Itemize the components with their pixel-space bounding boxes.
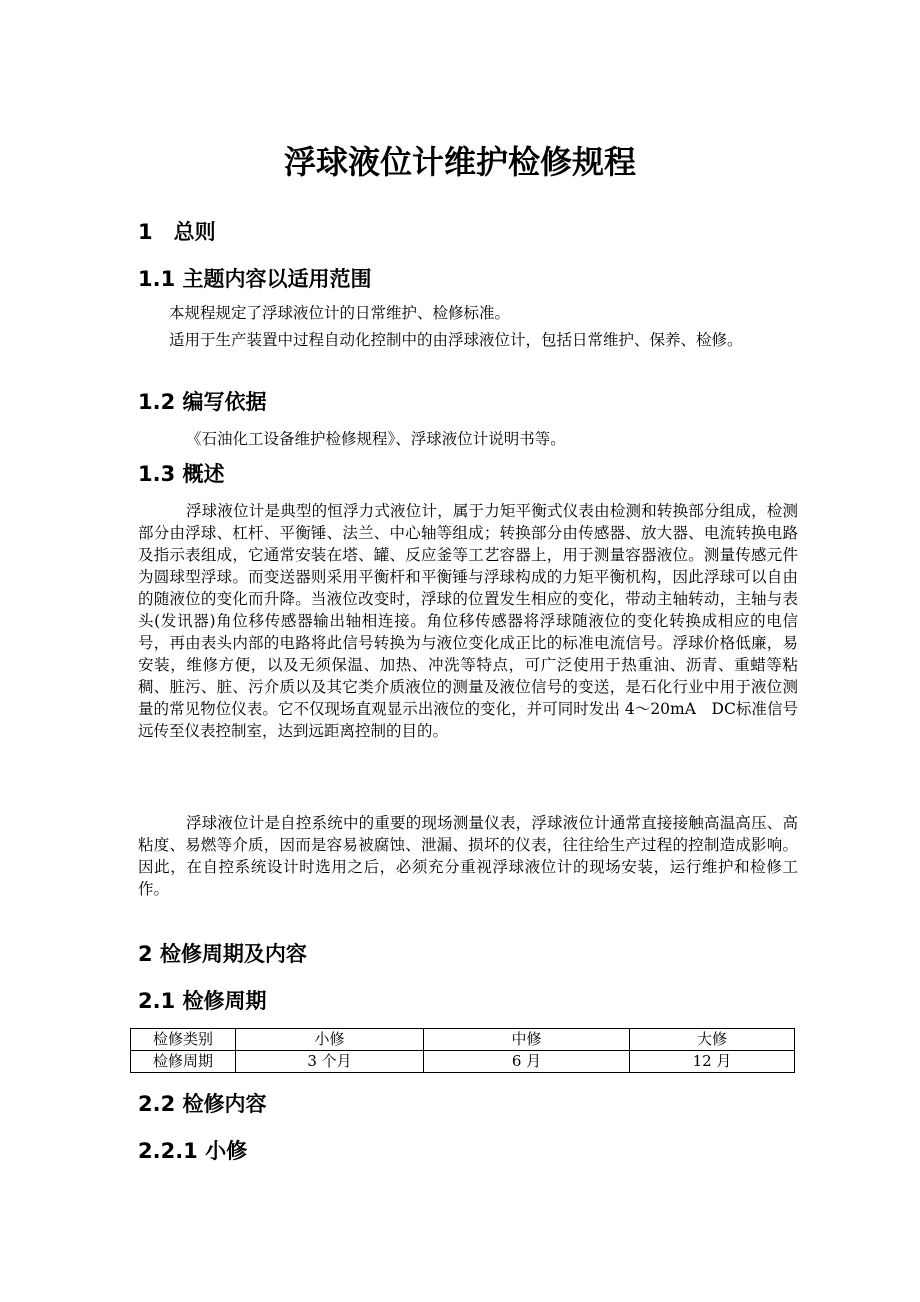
table-cell: 检修周期 [131,1051,236,1073]
table-cell: 中修 [424,1029,630,1051]
table-cell: 6 月 [424,1051,630,1073]
table-header-row [131,1029,795,1051]
table-cell: 12 月 [630,1051,795,1073]
section-1-2-paragraph-1: 《石油化工设备维护检修规程》、浮球液位计说明书等。 [186,430,566,448]
table-cell: 3 个月 [236,1051,424,1073]
section-1-2-heading: 1.2 编写依据 [138,390,267,414]
section-2-2-1-heading: 2.2.1 小修 [138,1139,248,1163]
section-1-3-paragraph-2: 浮球液位计是自控系统中的重要的现场测量仪表，浮球液位计通常直接接触高温高压、高粘度、易燃等介质，因而是容易被腐蚀、泄漏、损坏的仪表，往往给生产过程的控制造成影响。因此，在自控系统设计时选用之后，必须充分重视浮球液位计的现场安装，运行维护和检修工作。 [138,814,798,898]
section-2-2-heading: 2.2 检修内容 [138,1092,267,1116]
section-1-heading: 1 总则 [138,220,216,244]
section-1-1-heading: 1.1 主题内容以适用范围 [138,267,372,291]
table-cell: 小修 [236,1029,424,1051]
section-1-3-heading: 1.3 概述 [138,462,225,486]
section-1-3-paragraph-1: 浮球液位计是典型的恒浮力式液位计，属于力矩平衡式仪表由检测和转换部分组成，检测部分由浮球、杠杆、平衡锤、法兰、中心轴等组成；转换部分由传感器、放大器、电流转换电路及指示表组成，它通常安装在塔、罐、反应釜等工艺容器上，用于测量容器液位。测量传感元件为圆球型浮球。而变送器则采用平衡杆和平衡锤与浮球构成的力矩平衡机构，因此浮球可以自由的随液位的变化而升降。当液位改变时，浮球的位置发生相应的变化，带动主轴转动，主轴与表头(发讯器)角位移传感器输出轴相连接。角位移传感器将浮球随液位的变化转换成相应的电信号，再由表头内部的电路将此信号转换为与液位变化成正比的标准电流信号。浮球价格低廉，易安装，维修方便，以及无须保温、加热、冲洗等特点，可广泛使用于热重油、沥青、重蜡等粘稠、脏污、脏、污介质以及其它类介质液位的测量及液位信号的变送，是石化行业中用于液位测量的常见物位仪表。它不仅现场直观显示出液位的变化，并可同时发出 4～20mA DC标准信号远传至仪表控制室，达到远距离控制的目的。 [138,502,798,740]
section-2-heading: 2 检修周期及内容 [138,942,307,966]
section-2-1-heading: 2.1 检修周期 [138,989,267,1013]
maintenance-cycle-table [130,1028,795,1073]
section-1-1-paragraph-1: 本规程规定了浮球液位计的日常维护、检修标准。 [169,304,511,322]
table-row [131,1051,795,1073]
table-cell: 检修类别 [131,1029,236,1051]
section-1-1-paragraph-2: 适用于生产装置中过程自动化控制中的由浮球液位计，包括日常维护、保养、检修。 [169,331,743,349]
table-cell: 大修 [630,1029,795,1051]
document-title: 浮球液位计维护检修规程 [283,143,636,181]
